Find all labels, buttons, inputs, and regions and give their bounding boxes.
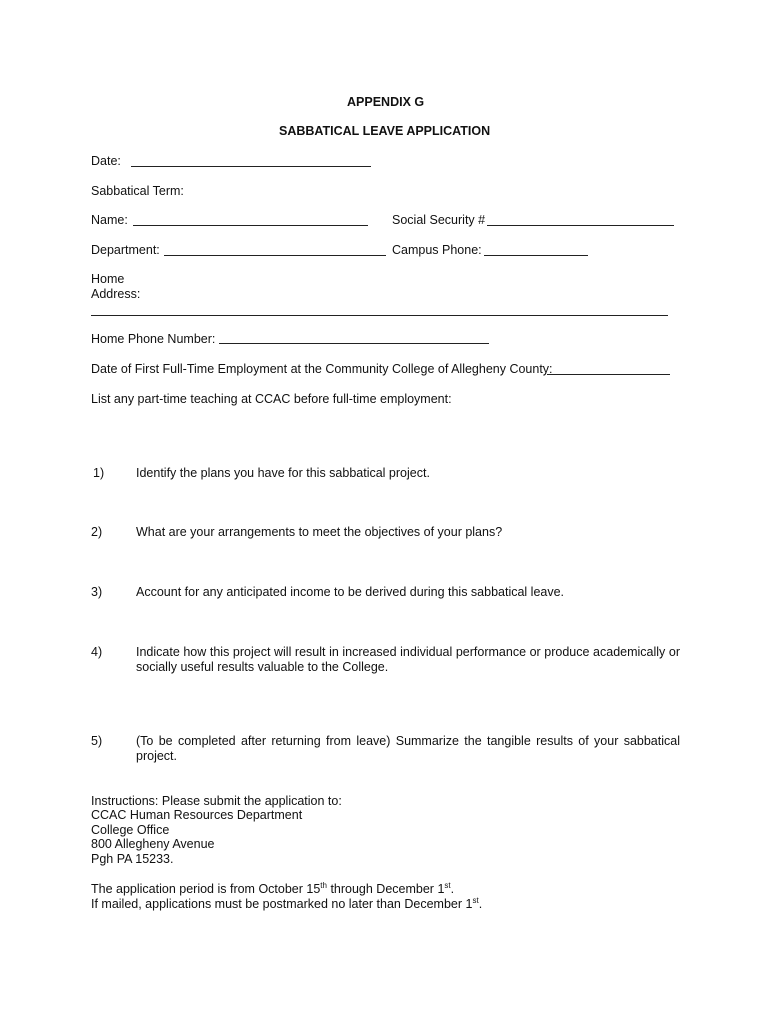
form-title: SABBATICAL LEAVE APPLICATION	[279, 124, 491, 138]
postmark-text-b: .	[478, 897, 483, 911]
question-5-text: (To be completed after returning from leave) Summarize the tangible results of your sabbatical project.	[136, 734, 680, 763]
department-field-line[interactable]	[164, 255, 386, 256]
postmark-text-a: If mailed, applications must be postmarked no later than December 1	[91, 897, 473, 911]
instructions-line-1: Instructions: Please submit the application to:	[91, 794, 342, 808]
department-label: Department:	[91, 243, 160, 257]
period-text-c: .	[450, 882, 455, 896]
home-phone-field-line[interactable]	[219, 343, 489, 344]
period-text-b: through December 1	[326, 882, 445, 896]
campus-phone-label: Campus Phone:	[392, 243, 482, 257]
period-sup-th: th	[320, 880, 327, 890]
instructions-line-5: Pgh PA 15233.	[91, 852, 174, 866]
appendix-heading: APPENDIX G	[347, 95, 425, 109]
instructions-line-2: CCAC Human Resources Department	[91, 808, 303, 822]
home-phone-label: Home Phone Number:	[91, 332, 216, 346]
ssn-label: Social Security #	[392, 213, 486, 227]
postmark-line	[91, 897, 482, 911]
instructions-line-4: 800 Allegheny Avenue	[91, 837, 215, 851]
question-2-number: 2)	[91, 525, 103, 539]
question-5-number: 5)	[91, 734, 103, 748]
period-text-a: The application period is from October 15	[91, 882, 321, 896]
name-field-line[interactable]	[133, 225, 368, 226]
question-3-text: Account for any anticipated income to be derived during this sabbatical leave.	[136, 585, 565, 599]
sabbatical-term-label: Sabbatical Term:	[91, 184, 184, 198]
date-label: Date:	[91, 154, 121, 168]
question-4-text: Indicate how this project will result in increased individual performance or produce academically or socially useful results valuable to the College.	[136, 645, 680, 674]
application-period-line	[91, 882, 454, 896]
question-3-number: 3)	[91, 585, 103, 599]
address-label: Address:	[91, 287, 141, 301]
ssn-field-line[interactable]	[487, 225, 674, 226]
period-sup-st: st	[444, 880, 451, 890]
first-employment-field-line[interactable]	[547, 374, 670, 375]
instructions-line-3: College Office	[91, 823, 170, 837]
campus-phone-field-line[interactable]	[484, 255, 588, 256]
question-1-text: Identify the plans you have for this sabbatical project.	[136, 466, 430, 480]
date-field-line[interactable]	[131, 166, 371, 167]
question-4-number: 4)	[91, 645, 103, 659]
postmark-sup-st: st	[472, 895, 479, 905]
question-2-text: What are your arrangements to meet the objectives of your plans?	[136, 525, 503, 539]
name-label: Name:	[91, 213, 128, 227]
first-employment-label: Date of First Full-Time Employment at the Community College of Allegheny County:	[91, 362, 553, 376]
part-time-teaching-label: List any part-time teaching at CCAC before full-time employment:	[91, 392, 452, 406]
address-field-line[interactable]	[91, 315, 668, 316]
question-1-number: 1)	[93, 466, 105, 480]
home-label: Home	[91, 272, 125, 286]
